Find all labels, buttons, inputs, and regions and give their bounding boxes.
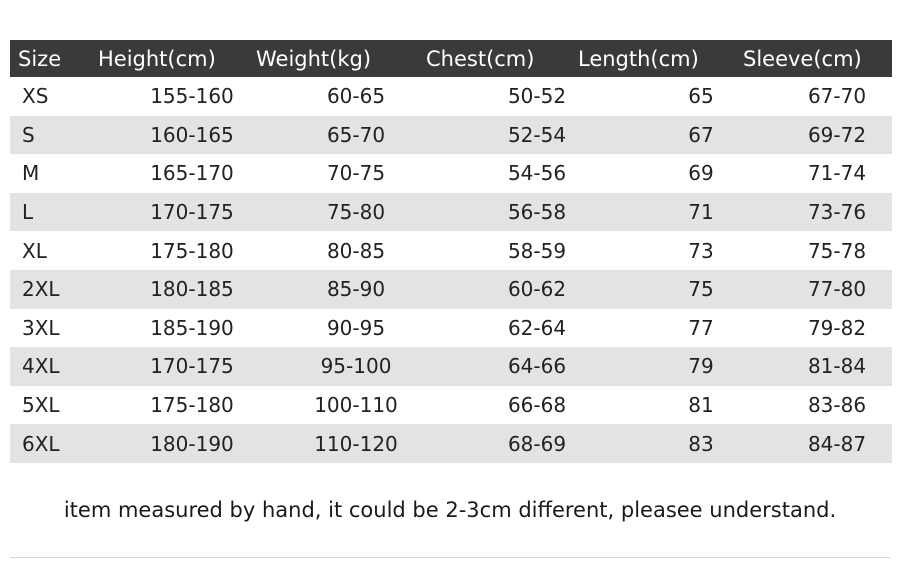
- table-cell: 69-72: [807, 122, 867, 147]
- table-cell: 73: [688, 238, 714, 263]
- table-cell: 170-175: [150, 354, 234, 379]
- table-cell: 84-87: [807, 431, 867, 456]
- table-cell: 65: [688, 84, 714, 109]
- table-cell: S: [22, 122, 35, 147]
- table-cell: 100-110: [314, 393, 398, 418]
- header-length: Length(cm): [578, 46, 699, 71]
- table-row: [10, 77, 892, 116]
- header-weight: Weight(kg): [256, 46, 372, 71]
- table-cell: 54-56: [507, 161, 567, 186]
- table-cell: 69: [688, 161, 714, 186]
- table-cell: M: [22, 161, 40, 186]
- table-cell: XL: [22, 238, 47, 263]
- table-cell: 165-170: [150, 161, 234, 186]
- table-cell: 81-84: [807, 354, 867, 379]
- table-cell: 6XL: [22, 431, 60, 456]
- table-cell: 71-74: [807, 161, 867, 186]
- table-cell: 71: [688, 200, 714, 225]
- table-cell: 75: [688, 277, 714, 302]
- table-cell: 160-165: [150, 122, 234, 147]
- table-cell: 95-100: [320, 354, 392, 379]
- table-cell: 170-175: [150, 200, 234, 225]
- table-cell: 80-85: [326, 238, 386, 263]
- table-row: [10, 309, 892, 348]
- table-cell: 64-66: [507, 354, 567, 379]
- table-cell: 56-58: [507, 200, 567, 225]
- table-cell: 75-78: [807, 238, 867, 263]
- table-cell: 175-180: [150, 393, 234, 418]
- table-cell: 70-75: [326, 161, 386, 186]
- table-cell: 180-190: [150, 431, 234, 456]
- table-row: [10, 270, 892, 309]
- table-cell: 73-76: [807, 200, 867, 225]
- table-row: [10, 231, 892, 270]
- bottom-divider: [10, 557, 890, 558]
- table-cell: 65-70: [326, 122, 386, 147]
- table-row: [10, 386, 892, 425]
- table-cell: 83-86: [807, 393, 867, 418]
- table-cell: 66-68: [507, 393, 567, 418]
- table-cell: 175-180: [150, 238, 234, 263]
- table-cell: 155-160: [150, 84, 234, 109]
- table-cell: 77-80: [807, 277, 867, 302]
- size-chart-table: [10, 40, 892, 463]
- table-cell: 79-82: [807, 315, 867, 340]
- table-row: [10, 424, 892, 463]
- table-cell: 81: [688, 393, 714, 418]
- table-cell: 67-70: [807, 84, 867, 109]
- table-cell: 85-90: [326, 277, 386, 302]
- measurement-note: item measured by hand, it could be 2-3cm different, pleasee understand.: [63, 498, 837, 522]
- table-cell: 5XL: [22, 393, 60, 418]
- table-cell: L: [22, 200, 34, 225]
- table-row: [10, 193, 892, 232]
- table-cell: 90-95: [326, 315, 386, 340]
- table-cell: 58-59: [507, 238, 567, 263]
- header-size: Size: [18, 46, 62, 71]
- table-cell: 180-185: [150, 277, 234, 302]
- table-cell: XS: [22, 84, 49, 109]
- table-cell: 68-69: [507, 431, 567, 456]
- table-cell: 67: [688, 122, 714, 147]
- table-cell: 110-120: [314, 431, 398, 456]
- table-cell: 4XL: [22, 354, 60, 379]
- header-sleeve: Sleeve(cm): [743, 46, 862, 71]
- table-header: [10, 40, 892, 77]
- table-cell: 83: [688, 431, 714, 456]
- table-cell: 2XL: [22, 277, 60, 302]
- table-cell: 185-190: [150, 315, 234, 340]
- header-height: Height(cm): [98, 46, 216, 71]
- table-cell: 60-65: [326, 84, 386, 109]
- table-cell: 3XL: [22, 315, 60, 340]
- table-cell: 77: [688, 315, 714, 340]
- table-cell: 75-80: [326, 200, 386, 225]
- table-cell: 62-64: [507, 315, 567, 340]
- table-row: [10, 347, 892, 386]
- table-row: [10, 116, 892, 155]
- table-cell: 79: [688, 354, 714, 379]
- table-row: [10, 154, 892, 193]
- header-chest: Chest(cm): [426, 46, 535, 71]
- table-cell: 60-62: [507, 277, 567, 302]
- table-cell: 50-52: [507, 84, 567, 109]
- table-cell: 52-54: [507, 122, 567, 147]
